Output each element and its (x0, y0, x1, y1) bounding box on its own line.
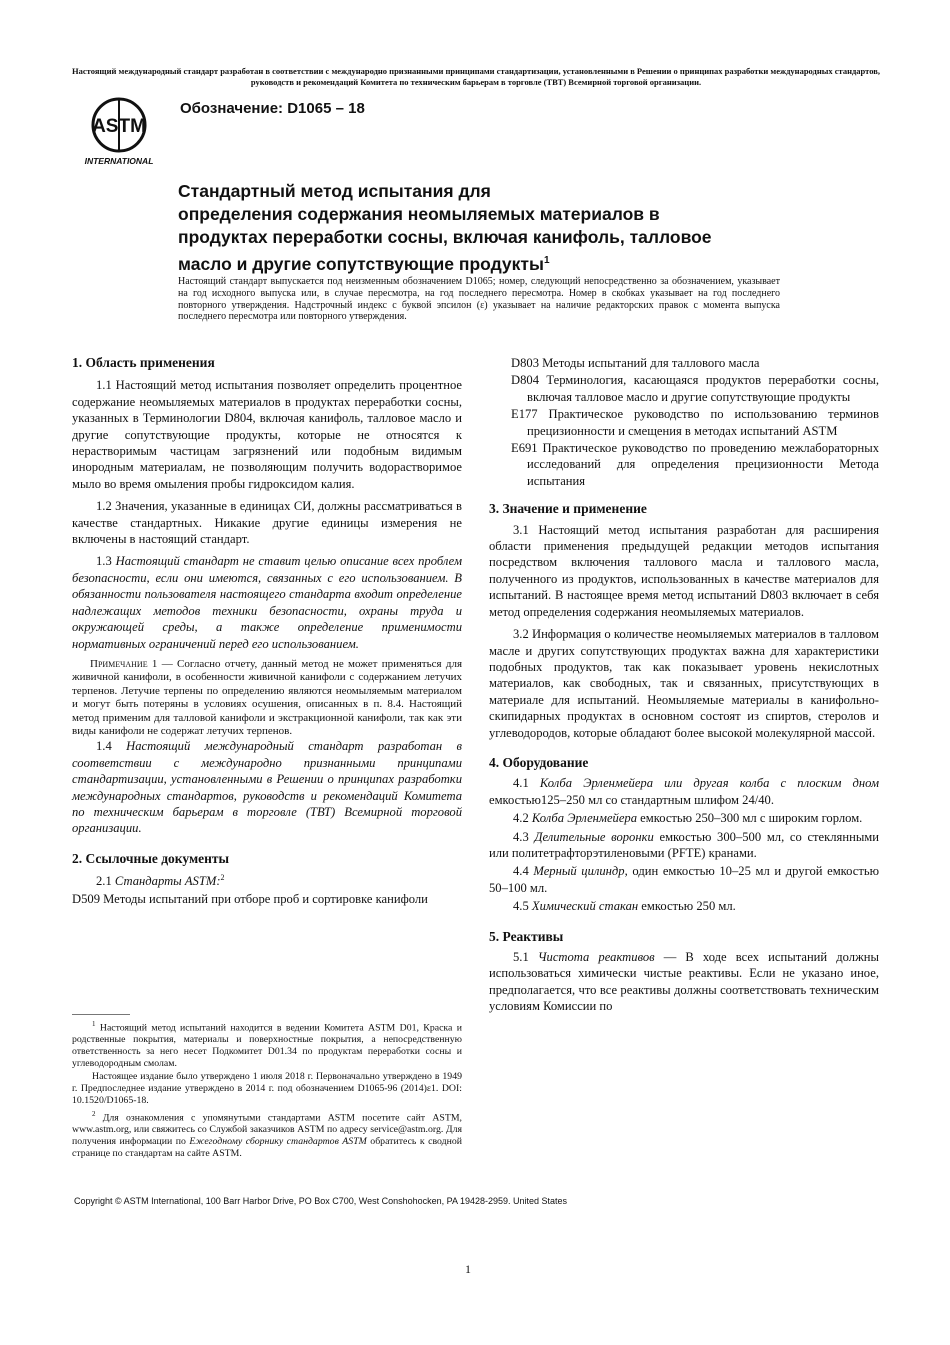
section-heading: 3. Значение и применение (489, 501, 647, 517)
section-heading: 4. Оборудование (489, 754, 589, 770)
copyright: Copyright © ASTM International, 100 Barr Harbor Drive, PO Box C700, West Conshohocken, PA 19428-2959. United States (74, 1196, 568, 1206)
reference-item: D804 Терминология, касающаяся продуктов переработки сосны, включая талловое масло и другие сопутствующие продукты (511, 373, 879, 404)
note-1: Примечание 1 — Согласно отчету, данный метод не может применяться для живичной канифоли, в особенности живичной канифоли с содержанием летучих терпенов. Летучие терпены по определению являются неомыляемым материалом и могут быть потеряны в условиях осушения, описанных в п. 8.4. Настоящий метод применим для талловой канифоли и экстракционной канифоли, так как эти виды канифоли не содержат летучих терпенов. (72, 657, 462, 737)
apparatus-item: 4.4 Мерный цилиндр, один емкостью 10–25 мл и другой емкостью 50–100 мл. (489, 864, 880, 895)
title-line: продуктах переработки сосны, включая канифоль, талловое (178, 227, 712, 247)
section-heading: 1. Область применения (72, 355, 215, 370)
footnote-2: $^2$ Для ознакомления с упомянутыми стандартами ASTM посетите сайт ASTM, www.astm.org, или свяжитесь со Службой заказчиков ASTM по адресу service@astm.org. Для получения информации по Ежегодному сборнику стандартов ASTM обратитесь к сводной странице по стандартам на сайте ASTM. (72, 1109, 463, 1159)
designation: Обозначение: D1065 – 18 (180, 100, 365, 117)
footnote-divider (72, 1014, 130, 1015)
reference-item: D803 Методы испытаний для таллового масла (511, 356, 760, 370)
footnote-mark: 1 (543, 255, 550, 266)
page-number: 1 (465, 1262, 471, 1276)
left-column (72, 355, 462, 908)
footnote-1-approval: Настоящее издание было утверждено 1 июля 2018 г. Первоначально утверждено в 1949 г. Предпоследнее издание утверждено в 2014 г. под обозначением D1065-96 (2014)ε1. DOI: 10.1520/D1065-18. (72, 1071, 462, 1107)
astm-logo-text: ASTM (92, 116, 146, 137)
section-heading: 2. Ссылочные документы (72, 850, 230, 866)
apparatus-item: 4.3 Делительные воронки емкостью 300–500 мл, со стеклянными или политетрафторэтиленовыми (PFTE) кранами. (489, 829, 879, 860)
international-standard-note: Настоящий международный стандарт разработан в соответствии с международно признанными принципами стандартизации, установленными в Решении о принципах разработки международных стандартов, руководств и рекомендаций Комитета по техническим барьерам в торговле (ТВТ) Всемирной торговой организации. (72, 66, 880, 87)
title-line: масло и другие сопутствующие продукты$^1$ (178, 253, 550, 274)
paragraph-1-2: 1.2 Значения, указанные в единицах СИ, должны рассматриваться в качестве стандартных. Никакие другие единицы измерения не включены в настоящий стандарт. (72, 499, 462, 547)
apparatus-item: 4.1 Колба Эрленмейера или другая колба с плоским дном емкостью125–250 мл со стандартным шлифом 24/40. (489, 776, 879, 807)
reference-item: E691 Практическое руководство по проведению межлабораторных исследований для определения прецизионности Метода испытания (511, 441, 879, 488)
astm-logo (78, 97, 160, 169)
title-line: определения содержания неомыляемых материалов в (178, 204, 660, 224)
paragraph-5-1: 5.1 Чистота реактивов — В ходе всех испытаний должны использоваться химически чистые реактивы. Если не указано иное, предполагается, что все реактивы должны соответствовать техническим условиям Комиссии по (489, 950, 879, 1014)
apparatus-item: 4.5 Химический стакан емкостью 250 мл. (513, 899, 736, 914)
international-logo-text: INTERNATIONAL (84, 156, 154, 166)
paragraph-2-1: 2.1 Стандарты ASTM:$^2$ (96, 873, 225, 889)
apparatus-item: 4.2 Колба Эрленмейера емкостью 250–300 мл с широким горлом. (513, 811, 863, 826)
paragraph-1-4: 1.4 Настоящий международный стандарт разработан в соответствии с международно признанными принципами стандартизации, установленными в Решении о принципах разработки международных стандартов, руководств и рекомендаций Комитета по техническим барьерам в торговле (ТВТ) Всемирной торговой организации. (72, 739, 462, 836)
document-title (178, 180, 798, 276)
section-heading: 5. Реактивы (489, 928, 564, 944)
astm-logo-icon (78, 97, 160, 169)
reference-item: E177 Практическое руководство по использованию терминов прецизионности и смещения в методах испытаний ASTM (511, 407, 879, 438)
paragraph-3-1: 3.1 Настоящий метод испытания разработан для расширения области применения предыдущей редакции методов испытания посредством включения таллового масла и таллового масла, полученного из продуктов, использованных в качестве материалов для испытаний. В настоящее время метод испытаний D803 включает в себя метод определения содержания неомыляемых материалов. (489, 522, 879, 619)
reference-item: D509 Методы испытаний при отборе проб и сортировке канифоли (72, 891, 428, 906)
standard-intro: Настоящий стандарт выпускается под неизменным обозначением D1065; номер, следующий непосредственно за обозначением, указывает на год исходного выпуска или, в случае пересмотра, на год последнего пересмотра. Номер в скобках указывает на год последнего повторного утверждения. Надстрочный индекс с буквой эпсилон (ε) указывает на наличие редакторских правок с момента выпуска последнего пересмотра или повторного утверждения. (178, 276, 780, 323)
footnotes (72, 1019, 462, 1161)
title-line: Стандартный метод испытания для (178, 181, 491, 201)
right-column (489, 355, 879, 1021)
paragraph-1-3: 1.3 Настоящий стандарт не ставит целью описание всех проблем безопасности, если они имеются, связанных с его использованием. В обязанности пользователя настоящего стандарта входит определение надлежащих методов техники безопасности, охраны труда и окружающей среды, а также определение применимости нормативных ограничений перед его использованием. (72, 554, 462, 651)
footnote-1: $^1$ Настоящий метод испытаний находится в ведении Комитета ASTM D01, Краска и родственные покрытия, материалы и поверхностные покрытия, а непосредственную ответственность за него несет Подкомитет D01.34 по продуктам переработки сосны и углеводородным смолам. (72, 1020, 462, 1069)
paragraph-1-1: 1.1 Настоящий метод испытания позволяет определить процентное содержание неомыляемых материалов в продуктах переработки сосны, указанных в Терминологии D804, включая канифоль, талловое масло и другие сопутствующие продукты, которые не относятся к нерастворимым частицам загрязнений или подобным видимым инородным материалам, не позволяющим получить водорастворимое мыло во время омыления пробы гидроксидом калия. (72, 378, 462, 491)
paragraph-3-2: 3.2 Информация о количестве неомыляемых материалов в талловом масле и других сопутствующих продуктах важна для характеристики подобных продуктов, так как показывает уровень некислотных материалов, как свободных, так и связанных, присутствующих в материале для испытаний. Неомыляемые материалы в канифольно-скипидарных продуктах в основном состоят из спиртов, стеролов и углеводородов, которые обладают более высокой молекулярной массой. (489, 627, 879, 740)
